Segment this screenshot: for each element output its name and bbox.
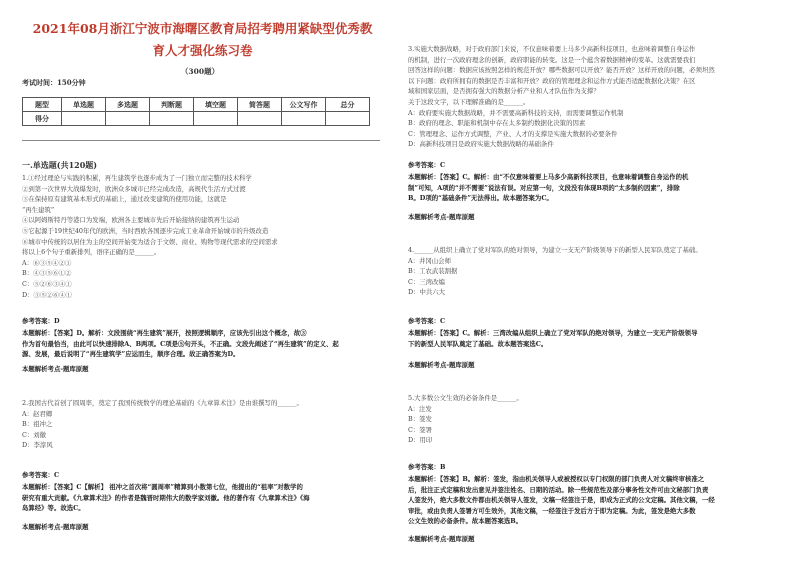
q1-option-d[interactable]: D：③⑤②⑥④① (22, 290, 72, 299)
score-header-cell: 单选题 (62, 98, 106, 112)
q2-option-a[interactable]: A：赵君卿 (22, 409, 53, 418)
q5-option-b[interactable]: B：签发 (408, 415, 432, 424)
title-line-1: 2021年08月浙江宁波市海曙区教育局招考聘用紧缺型优秀教 (32, 21, 373, 36)
q3-line: 3.实施大数据战略，对于政府部门来说，不仅意味着要上马多少高新科技项目，也意味着调整自身运作 (408, 45, 696, 53)
q1-line: ⑥城市中传统的以居住为主的空间开始变为适合于文娱、商业、购物等现代需求的空间需求 (22, 237, 278, 246)
q2-stem: 2.我国古代首创了圆周率，奠定了我国传统数学的理论基础的《九章算术注》是由谁撰写的______。 (22, 399, 303, 407)
q3-option-a[interactable]: A：政府要实施大数据战略，并不需要高新科技的支持，而需要调整运作机制 (408, 108, 624, 117)
question-2 (22, 398, 387, 451)
q1-analysis-line: 源、发展，最后说明了“再生建筑学”应运而生，顺序合理。故正确答案为D。 (22, 350, 240, 359)
q4-analysis (408, 328, 788, 349)
q4-option-c[interactable]: C：三湾改编 (408, 277, 445, 286)
score-cell[interactable] (62, 112, 106, 126)
q5-option-c[interactable]: C：签署 (408, 425, 433, 434)
q5-option-a[interactable]: A：注发 (408, 404, 432, 413)
score-header-cell: 简答题 (238, 98, 282, 112)
q1-answer: 参考答案：D (22, 317, 60, 325)
score-table (22, 97, 370, 126)
q2-analysis-line: 岛算经》等。故选C。 (22, 504, 85, 513)
q3-option-b[interactable]: B：政府的理念、职能和机制中存在太多制约数据化决策的因素 (408, 119, 586, 128)
q1-option-c[interactable]: C：⑤②⑥③④① (22, 279, 72, 288)
score-table-header-row (23, 98, 370, 112)
score-header-cell: 公文写作 (282, 98, 326, 112)
q3-line: 回答这样的问题：数据应该按照怎样的规范开放？哪些数据可以开放？能否开放？这样开放的问题，必须坦然 (408, 66, 715, 75)
q2-option-c[interactable]: C：刘徽 (22, 430, 47, 439)
q5-analysis-line: 后，批注正式定稿和发出意见并签注姓名、日期的活动。除一些规范性及部分事务性文件可由文秘部门负责 (408, 485, 709, 494)
q1-line: ②到第一次世界大战爆发时，欧洲众多城市已经完成改造，高规代生活方式过渡 (22, 184, 246, 193)
q2-option-d[interactable]: D：李淳风 (22, 441, 53, 450)
q5-analysis-line: 人签发外，绝大多数文件都由机关领导人签发，文稿一经签注于是，即成为正式的公文定稿。其他文稿，一经 (408, 496, 715, 505)
q1-option-a[interactable]: A：⑥③⑤④②① (22, 258, 72, 267)
title-line-2: 育人才强化练习卷 (152, 43, 253, 58)
q3-option-d[interactable]: D：高新科技项目是政府实施大数据战略的基础条件 (408, 140, 554, 149)
q4-analysis-line: 本题解析：【答案】C。解析：三湾改编从组织上确立了党对军队的绝对领导，为建立一支无产阶级领导 (408, 329, 698, 337)
q3-line: 以下问题：政府所拥有的数据是否丰富和开放？政府的管理理念和运作方式能否适配数据化决策？在区 (408, 76, 696, 85)
score-header-cell: 题型 (23, 98, 62, 112)
q5-analysis-line: 审批，或由负责人签署方可生效外，其他文稿，一经签注于发后方于即为定稿。为此，签发是绝大多数 (408, 506, 696, 515)
q3-analysis-line: 本题解析：【答案】C。解析：由“不仅意味着要上马多少高新科技项目，也意味着调整自身运作的机 (408, 173, 689, 181)
question-count: （300题） (180, 67, 220, 76)
q1-line: ④以阿姆斯特丹等港口为发端，欧洲各主要城市先后开始接纳的建筑再生运动 (22, 216, 240, 225)
q4-analysis-line: 下的新型人民军队奠定了基础。故本题答案选C。 (408, 339, 548, 348)
q1-line: ③在保持原有建筑基本形式的基础上，通过改变建筑的使用功能，这就是 (22, 195, 227, 204)
q2-analysis-line: 本题解析：【答案】C【解析】 祖冲之首次将“圆周率”精算到小数第七位，他提出的“祖率”对数学的 (22, 483, 303, 491)
question-1 (22, 173, 387, 300)
q3-answer: 参考答案：C (408, 161, 446, 169)
q4-answer: 参考答案：C (408, 317, 446, 325)
q3-analysis-line: B。D项的“基础条件”无法得出。故本题答案为C。 (408, 194, 553, 203)
q3-analysis-line: 制”可知，A项的“并不需要”说法有误。对应第一句，文段没有体现B项的“太多制约因素”，排除 (408, 183, 680, 192)
q2-analysis-line: 研究有重大贡献。《九章算术注》的作者是魏晋时期伟大的数学家刘徽。他的著作有《九章算术注》《海 (22, 493, 310, 502)
q3-line: 域和国家层面，是否拥有强大的数据分析产业和人才队伍作为支撑？ (408, 87, 600, 96)
q3-option-c[interactable]: C：管理理念、运作方式调整，产业、人才的支撑是实施大数据的必要条件 (408, 129, 618, 138)
score-header-cell: 多选题 (106, 98, 150, 112)
q1-line: “再生建筑” (22, 205, 55, 214)
score-cell[interactable] (326, 112, 370, 126)
q2-source: 本题解析考点-题库原题 (22, 523, 89, 531)
q1-line: ⑤它起源于19世纪40年代的欧洲，当时西欧各国逐步完成工业革命开始城市的升级改造 (22, 226, 269, 235)
q5-analysis-line: 公文生效的必备条件。故本题答案选B。 (408, 517, 523, 526)
q5-source: 本题解析考点-题库原题 (408, 535, 475, 543)
q5-stem: 5.大多数公文生效的必备条件是______。 (408, 394, 523, 402)
q3-source: 本题解析考点-题库原题 (408, 213, 475, 221)
score-cell[interactable] (238, 112, 282, 126)
score-row-label: 得分 (23, 112, 62, 126)
section-heading: 一.单选题(共120题) (22, 160, 98, 170)
q3-analysis (408, 172, 788, 204)
q1-analysis-line: 作为首句最恰当，由此可以快速排除A、B两项。C项是⑤句开头，不正确。文段先阐述了“再生建筑”的定义、起 (22, 339, 339, 348)
q5-option-d[interactable]: D：用印 (408, 436, 433, 445)
document-title (15, 18, 390, 62)
q1-line: 1.①经过理论与实践的积累，再生建筑学也逐步成为了一门独立而完整的技术科学 (22, 174, 252, 182)
question-5 (408, 393, 788, 446)
q2-answer: 参考答案：C (22, 471, 60, 479)
q3-line: 的机制，进行一次政府理念的创新，政府职能的转变。这是一个蕴含着数据精神的变革。这就需要我们 (408, 55, 696, 64)
question-3 (408, 44, 788, 150)
q1-analysis (22, 328, 387, 360)
q4-source: 本题解析考点-题库原题 (408, 361, 475, 369)
q4-option-a[interactable]: A：井冈山会师 (408, 256, 451, 265)
q4-option-b[interactable]: B：工农武装割据 (408, 267, 458, 276)
q5-analysis (408, 474, 788, 527)
score-header-cell: 总分 (326, 98, 370, 112)
q1-source: 本题解析考点-题库原题 (22, 365, 89, 373)
score-header-cell: 填空题 (194, 98, 238, 112)
q5-analysis-line: 本题解析：【答案】B。解析：签发，指由机关领导人或被授权以专门权限的部门负责人对文稿终审核准之 (408, 475, 705, 483)
score-header-cell: 判断题 (150, 98, 194, 112)
q2-option-b[interactable]: B：祖冲之 (22, 420, 53, 429)
q2-analysis (22, 482, 387, 514)
q1-option-b[interactable]: B：④③⑤⑥①② (22, 269, 72, 278)
q1-analysis-line: 本题解析：【答案】D。解析：文段围绕“再生建筑”展开，按照逻辑顺序，应该先引出这个概念，故③ (22, 329, 307, 337)
score-cell[interactable] (150, 112, 194, 126)
divider (22, 140, 380, 141)
q5-answer: 参考答案：B (408, 463, 446, 471)
score-cell[interactable] (282, 112, 326, 126)
q1-line: 将以上6个句子重新排列，语序正确的是______。 (22, 248, 161, 257)
exam-duration: 考试时间：150分钟 (22, 78, 86, 87)
q3-line: 关于这段文字，以下理解准确的是______。 (408, 97, 530, 106)
q4-option-d[interactable]: D：中共六大 (408, 288, 446, 297)
score-cell[interactable] (194, 112, 238, 126)
q4-stem: 4.______从组织上确立了党对军队的绝对领导，为建立一支无产阶级领导下的新型人民军队奠定了基础。 (408, 246, 702, 254)
score-table-score-row (23, 112, 370, 126)
question-4 (408, 245, 788, 298)
score-cell[interactable] (106, 112, 150, 126)
